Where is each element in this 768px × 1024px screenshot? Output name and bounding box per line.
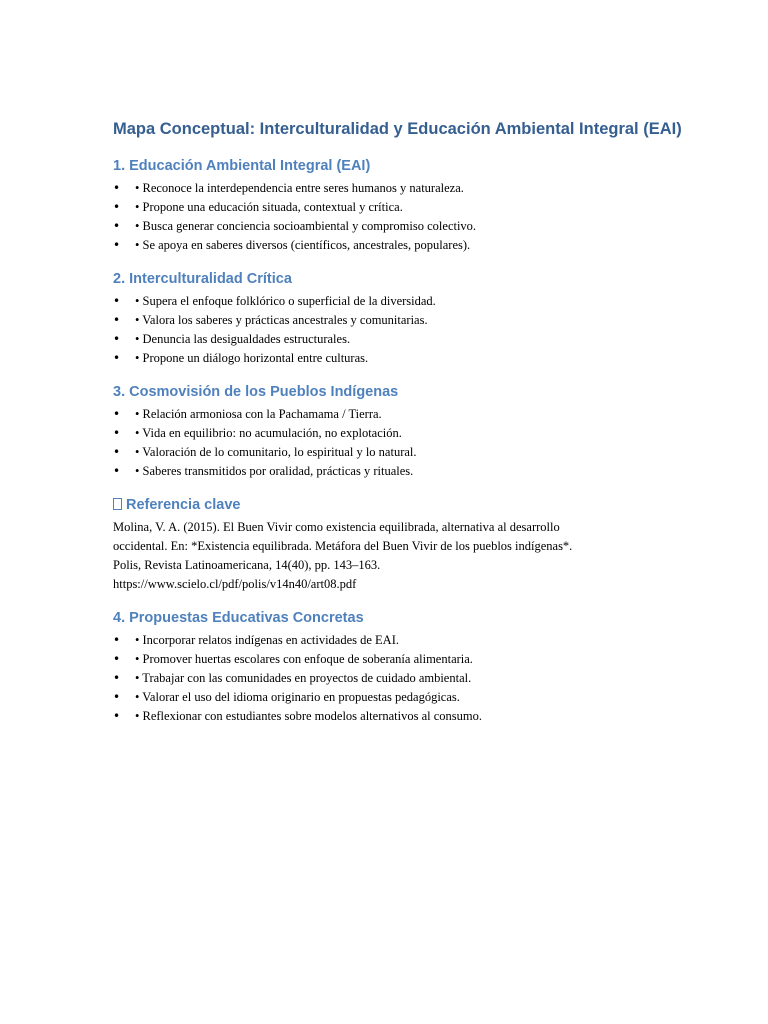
list-item-text: • Valoración de lo comunitario, lo espiritual y lo natural. — [135, 445, 417, 459]
bullet-icon: • — [113, 219, 121, 233]
bullet-icon: • — [113, 690, 121, 704]
section-heading-referencia — [113, 495, 673, 515]
bullet-icon: • — [113, 351, 121, 365]
section-heading-cosmovision: 3. Cosmovisión de los Pueblos Indígenas — [113, 384, 399, 400]
list-item-text: • Reconoce la interdependencia entre seres humanos y naturaleza. — [135, 181, 464, 195]
list-item — [113, 631, 673, 650]
document-page — [113, 118, 682, 740]
bullet-icon: • — [113, 238, 121, 252]
bullet-icon: • — [113, 464, 121, 478]
bullet-icon: • — [113, 445, 121, 459]
list-item — [113, 179, 673, 198]
list-item — [113, 330, 673, 349]
bullet-list-propuestas — [113, 631, 673, 726]
bullet-list-interculturalidad — [113, 292, 673, 368]
list-item — [113, 349, 673, 368]
bullet-icon: • — [113, 200, 121, 214]
list-item — [113, 650, 673, 669]
list-item-text: • Trabajar con las comunidades en proyectos de cuidado ambiental. — [135, 671, 472, 685]
list-item-text: • Incorporar relatos indígenas en actividades de EAI. — [135, 633, 399, 647]
list-item — [113, 462, 673, 481]
list-item — [113, 311, 673, 330]
section-heading-propuestas: 4. Propuestas Educativas Concretas — [113, 610, 364, 626]
reference-line: Polis, Revista Latinoamericana, 14(40), pp. 143–163. — [113, 558, 381, 572]
bullet-icon: • — [113, 709, 121, 723]
list-item-text: • Propone una educación situada, contextual y crítica. — [135, 200, 403, 214]
document-title: Mapa Conceptual: Interculturalidad y Educación Ambiental Integral (EAI) — [113, 120, 682, 138]
list-item-text: • Valora los saberes y prácticas ancestrales y comunitarias. — [135, 313, 428, 327]
list-item-text: • Vida en equilibrio: no acumulación, no explotación. — [135, 426, 402, 440]
section-heading-eai: 1. Educación Ambiental Integral (EAI) — [113, 158, 371, 174]
list-item-text: • Denuncia las desigualdades estructurales. — [135, 332, 351, 346]
list-item — [113, 707, 673, 726]
reference-url: https://www.scielo.cl/pdf/polis/v14n40/art08.pdf — [113, 577, 357, 591]
bullet-icon: • — [113, 633, 121, 647]
list-item — [113, 424, 673, 443]
bullet-icon: • — [113, 671, 121, 685]
list-item — [113, 688, 673, 707]
list-item — [113, 669, 673, 688]
list-item — [113, 217, 673, 236]
list-item-text: • Relación armoniosa con la Pachamama / Tierra. — [135, 407, 382, 421]
list-item — [113, 236, 673, 255]
list-item — [113, 443, 673, 462]
list-item-text: • Propone un diálogo horizontal entre culturas. — [135, 351, 369, 365]
reference-line: Molina, V. A. (2015). El Buen Vivir como existencia equilibrada, alternativa al desarrollo — [113, 520, 560, 534]
bullet-icon: • — [113, 332, 121, 346]
reference-citation — [113, 518, 673, 594]
bullet-list-cosmovision — [113, 405, 673, 481]
reference-line: occidental. En: *Existencia equilibrada. Metáfora del Buen Vivir de los pueblos indígenas*. — [113, 539, 573, 553]
list-item-text: • Busca generar conciencia socioambiental y compromiso colectivo. — [135, 219, 477, 233]
bullet-icon: • — [113, 181, 121, 195]
list-item-text: • Reflexionar con estudiantes sobre modelos alternativos al consumo. — [135, 709, 482, 723]
list-item — [113, 198, 673, 217]
reference-heading-text: Referencia clave — [126, 497, 241, 513]
bullet-icon: • — [113, 407, 121, 421]
missing-glyph-icon — [113, 498, 122, 510]
list-item-text: • Promover huertas escolares con enfoque de soberanía alimentaria. — [135, 652, 473, 666]
bullet-icon: • — [113, 426, 121, 440]
list-item — [113, 405, 673, 424]
list-item-text: • Supera el enfoque folklórico o superficial de la diversidad. — [135, 294, 436, 308]
bullet-icon: • — [113, 652, 121, 666]
list-item-text: • Valorar el uso del idioma originario en propuestas pedagógicas. — [135, 690, 460, 704]
bullet-icon: • — [113, 313, 121, 327]
bullet-list-eai — [113, 179, 673, 255]
list-item-text: • Saberes transmitidos por oralidad, prácticas y rituales. — [135, 464, 414, 478]
list-item-text: • Se apoya en saberes diversos (científicos, ancestrales, populares). — [135, 238, 471, 252]
section-heading-interculturalidad: 2. Interculturalidad Crítica — [113, 271, 292, 287]
list-item — [113, 292, 673, 311]
bullet-icon: • — [113, 294, 121, 308]
